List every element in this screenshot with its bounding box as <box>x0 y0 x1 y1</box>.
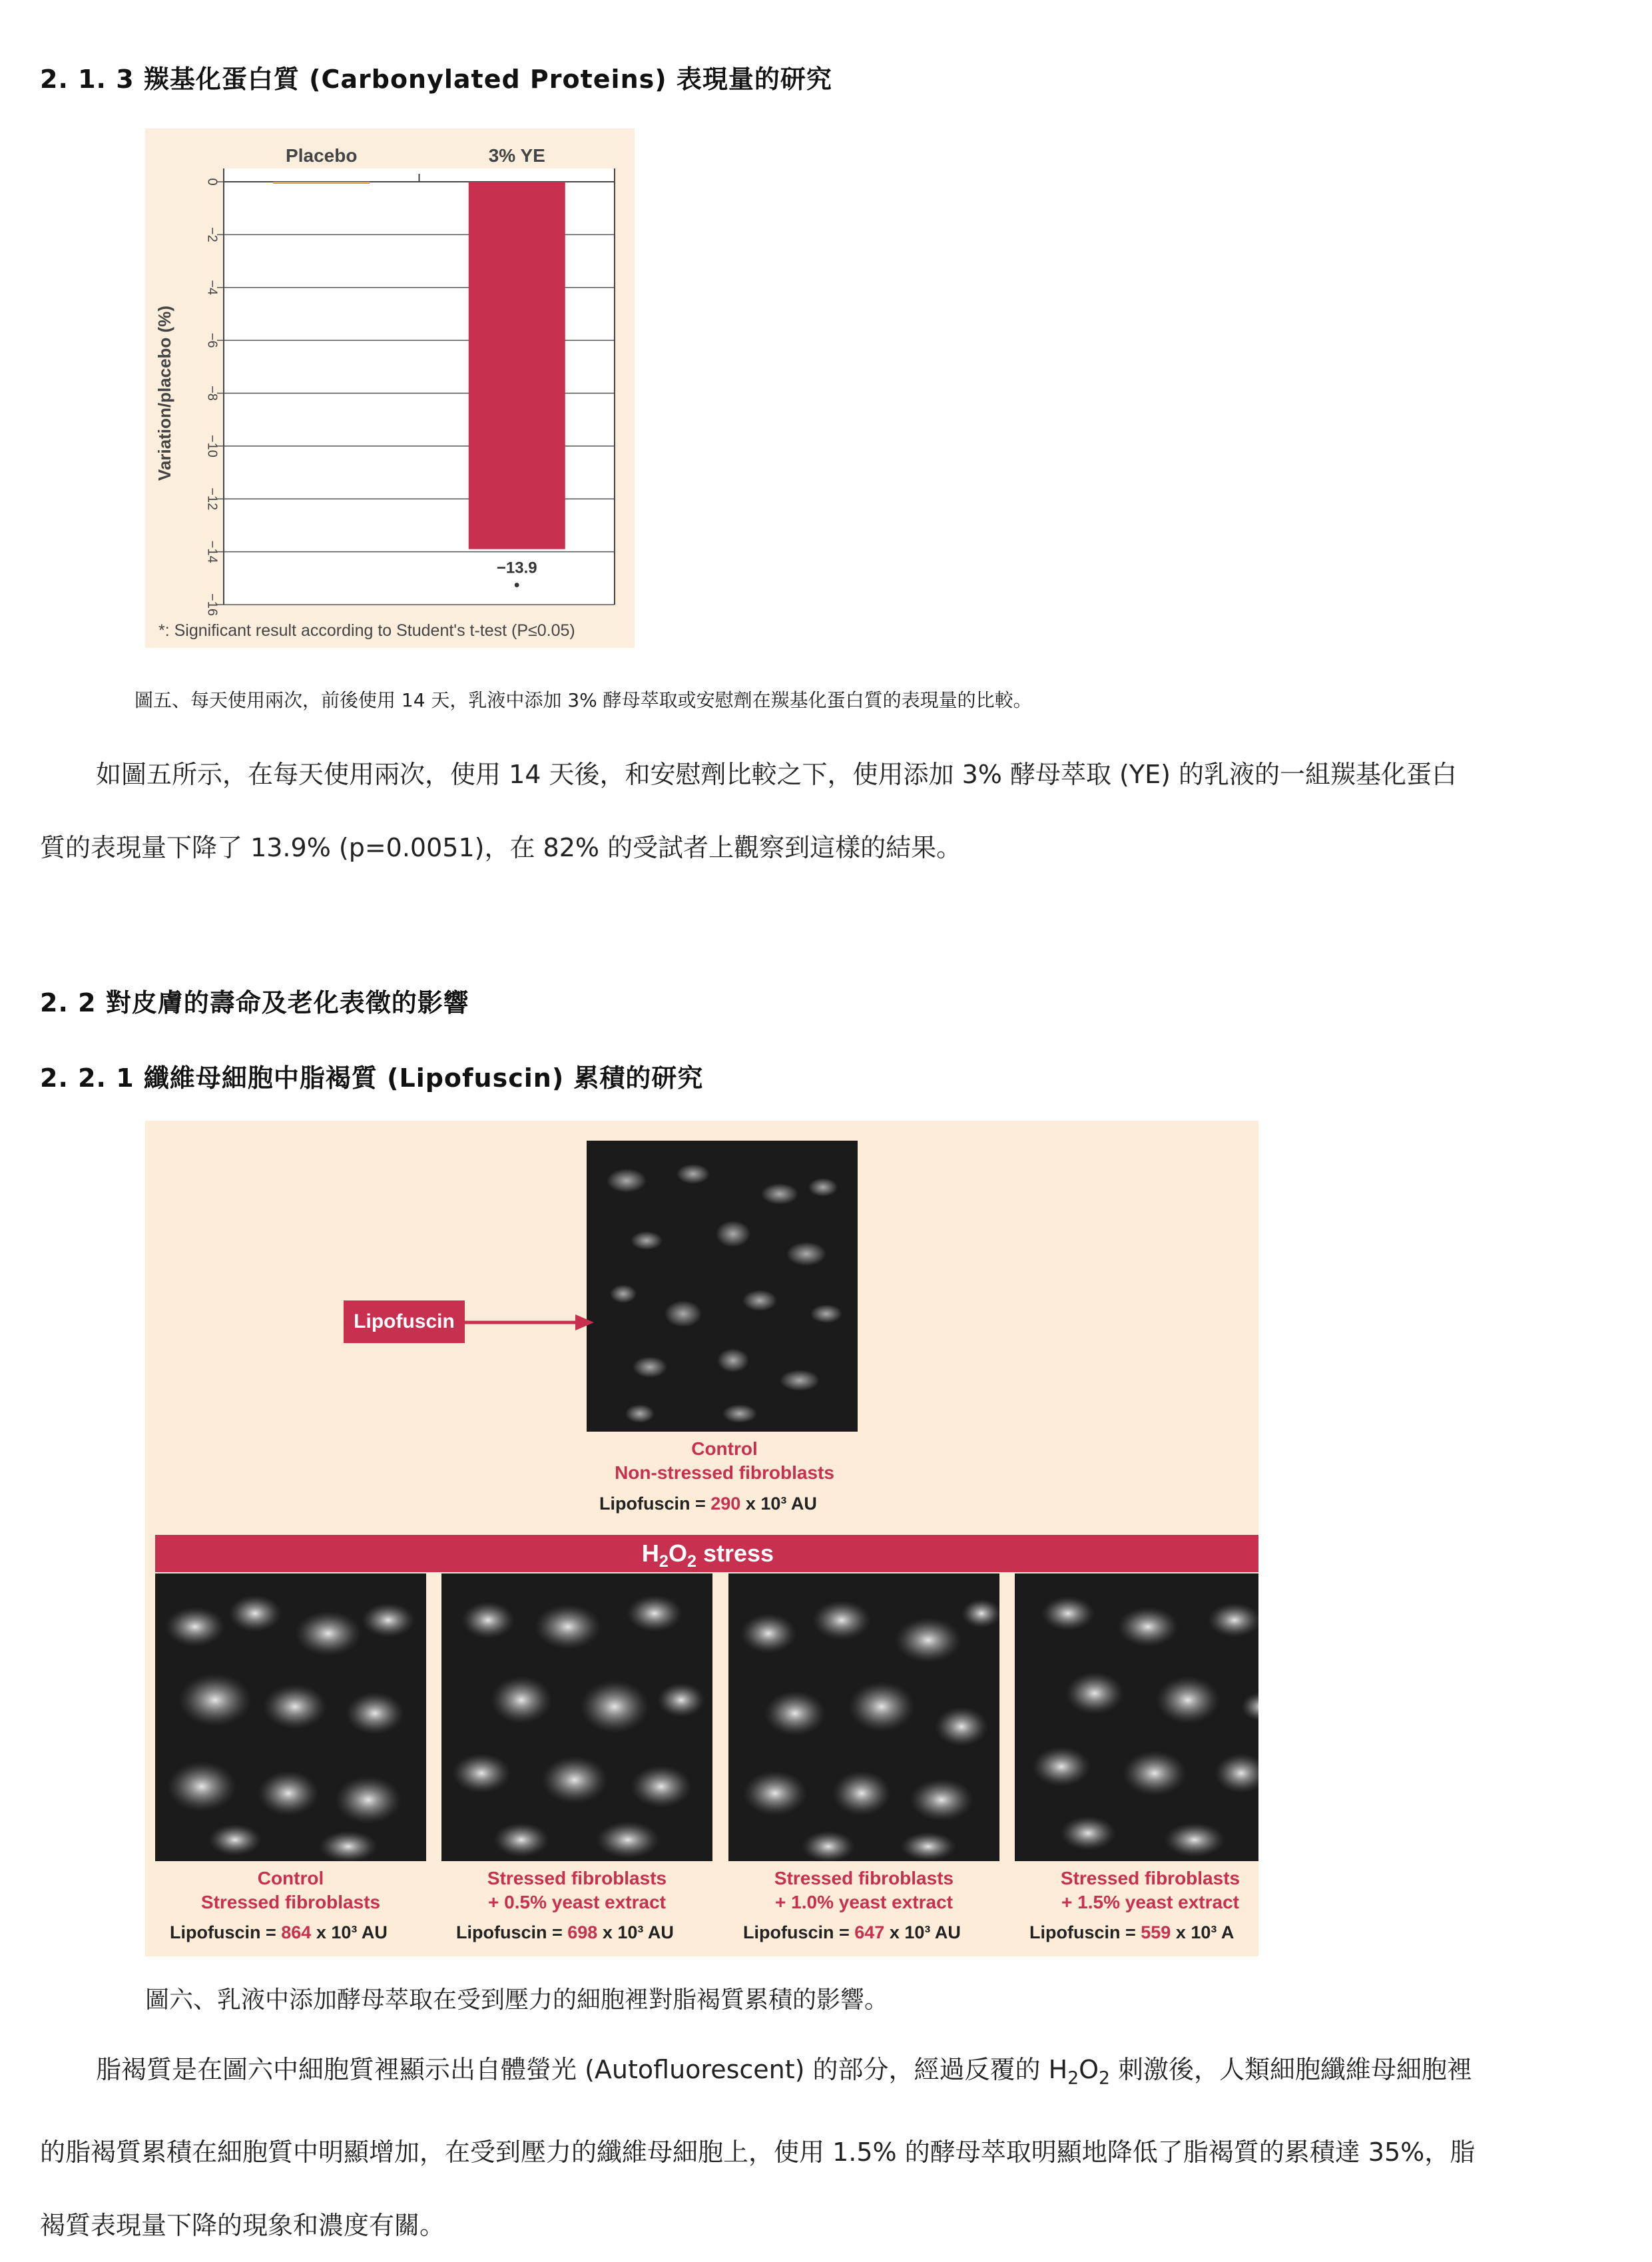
bar-3-ye <box>469 182 565 549</box>
panel-1-lipofuscin-value <box>170 1922 388 1943</box>
panel-3-lipofuscin-value <box>743 1922 961 1943</box>
fluorescent-cell <box>580 1680 649 1733</box>
fluorescent-cell <box>346 1692 404 1735</box>
lipofuscin-unit: x 10³ AU <box>740 1494 817 1514</box>
panel-4-title: Stressed fibroblasts <box>1060 1868 1240 1888</box>
figure-5-footnote: *: Significant result according to Student's t-test (P≤0.05) <box>158 621 575 640</box>
lipofuscin-unit: x 10³ AU <box>884 1922 961 1942</box>
fluorescent-cell <box>178 1673 252 1727</box>
fluorescent-cell <box>935 1707 988 1747</box>
h2o2-formula: $H_2O_2$ <box>641 1540 696 1571</box>
fluorescent-cell <box>1060 1816 1116 1850</box>
section-heading-2-1-3: 2. 1. 3 羰基化蛋白質 (Carbonylated Proteins) 表現量的研究 <box>40 65 832 94</box>
fluorescent-cell <box>165 1607 225 1647</box>
figure-6 <box>145 1121 1258 1956</box>
y-axis-label: Variation/placebo (%) <box>154 306 174 481</box>
fluorescent-cell <box>167 1761 236 1812</box>
fluorescent-cell <box>319 1831 378 1861</box>
y-tick-label: −12 <box>204 487 220 511</box>
panel-4-lipofuscin-value <box>1029 1922 1234 1943</box>
lipofuscin-unit: x 10³ A <box>1171 1922 1235 1942</box>
control-subtitle: Non-stressed fibroblasts <box>615 1462 834 1483</box>
fluorescence-cells-image <box>441 1573 712 1861</box>
paragraph-2-line-1 <box>40 2033 1611 2116</box>
y-tick-label: −10 <box>204 434 220 457</box>
fluorescent-cell <box>1241 1692 1258 1721</box>
category-label: 3% YE <box>488 145 545 166</box>
fluorescent-cell <box>895 1617 962 1663</box>
category-label: Placebo <box>286 145 358 166</box>
y-tick-label: 0 <box>204 178 220 186</box>
control-title: Control <box>691 1438 758 1459</box>
panel-2-lipofuscin-value <box>456 1922 674 1943</box>
paragraph-figure-5-discussion <box>40 738 1611 884</box>
arrow-right-icon <box>463 1311 597 1334</box>
fluorescent-cell <box>596 1821 660 1858</box>
fluorescent-cell <box>228 1595 282 1632</box>
fluorescence-cells-image <box>587 1141 858 1432</box>
fluorescent-cell <box>848 1681 915 1732</box>
panel-2-title: Stressed fibroblasts <box>487 1868 667 1888</box>
fluorescence-cells-image <box>1015 1573 1258 1861</box>
lipofuscin-prefix: Lipofuscin = <box>599 1494 711 1514</box>
paragraph-figure-6-discussion <box>40 2033 1611 2262</box>
lipofuscin-prefix: Lipofuscin = <box>456 1922 568 1942</box>
paragraph-2-line-3: 褐質表現量下降的現象和濃度有關。 <box>40 2210 445 2240</box>
fluorescent-cell <box>1208 1603 1258 1637</box>
control-lipofuscin-value <box>599 1494 817 1514</box>
stressed-micrograph-3 <box>728 1573 999 1861</box>
fluorescent-cell <box>743 1771 807 1816</box>
fluorescent-cell <box>1032 1747 1091 1787</box>
fluorescent-cell <box>535 1604 601 1649</box>
panel-1-title: Control <box>257 1868 324 1888</box>
paragraph-1-line-1: 如圖五所示，在每天使用兩次，使用 14 天後，和安慰劑比較之下，使用添加 3% 酵母萃取 (YE) 的乳液的一組羰基化蛋白 <box>96 760 1457 789</box>
carbonylated-proteins-bar-chart <box>145 129 635 648</box>
figure-5 <box>145 129 635 648</box>
y-tick-label: −16 <box>204 593 220 616</box>
stressed-micrograph-2 <box>441 1573 712 1861</box>
fluorescent-cell <box>491 1676 552 1724</box>
fluorescent-cell <box>1164 1823 1225 1857</box>
figure-5-caption: 圖五、每天使用兩次，前後使用 14 天，乳液中添加 3% 酵母萃取或安慰劑在羰基化蛋白質的表現量的比較。 <box>135 689 1032 711</box>
fluorescent-cell <box>740 1613 796 1653</box>
lipofuscin-number: 647 <box>854 1922 885 1942</box>
lipofuscin-number: 864 <box>281 1922 312 1942</box>
lipofuscin-prefix: Lipofuscin = <box>743 1922 855 1942</box>
fluorescent-cell <box>832 1771 891 1816</box>
fluorescent-cell <box>493 1823 549 1857</box>
fluorescent-cell <box>1123 1751 1187 1796</box>
lipofuscin-prefix: Lipofuscin = <box>170 1922 282 1942</box>
panel-1-subtitle: Stressed fibroblasts <box>200 1892 381 1912</box>
paragraph-2-line-2: 的脂褐質累積在細胞質中明顯增加，在受到壓力的纖維母細胞上，使用 1.5% 的酵母萃取明顯地降低了脂褐質的累積達 35%，脂 <box>40 2137 1476 2167</box>
lipofuscin-unit: x 10³ AU <box>597 1922 674 1942</box>
fluorescent-cell <box>1156 1676 1220 1724</box>
bar-value-label: −13.9 <box>496 559 537 577</box>
fluorescent-cell <box>631 1765 692 1808</box>
lipofuscin-unit: x 10³ AU <box>311 1922 388 1942</box>
y-tick-label: −6 <box>204 332 220 348</box>
fluorescent-cell <box>812 1600 871 1640</box>
section-heading-2-2: 2. 2 對皮膚的壽命及老化表徵的影響 <box>40 988 469 1017</box>
fluorescence-cells-image <box>155 1573 426 1861</box>
stressed-micrograph-1 <box>155 1573 426 1861</box>
bar-placebo <box>273 182 370 184</box>
paragraph-2-line-1-part-a: 脂褐質是在圖六中細胞質裡顯示出自體螢光 (Autofluorescent) 的部分，經過反覆的 <box>96 2055 1049 2084</box>
y-tick-label: −2 <box>204 226 220 242</box>
fluorescent-cell <box>461 1601 515 1639</box>
fluorescent-cell <box>295 1611 362 1656</box>
fluorescent-cell <box>764 1691 826 1736</box>
control-non-stressed-micrograph <box>587 1141 858 1432</box>
panel-3-title: Stressed fibroblasts <box>774 1868 954 1888</box>
h2o2-stress-banner <box>155 1535 1258 1572</box>
significance-marker: • <box>514 576 520 595</box>
panel-4-subtitle: + 1.5% yeast extract <box>1061 1892 1239 1912</box>
lipofuscin-number: 698 <box>567 1922 598 1942</box>
h2o2-inline-formula: $H_2O_2$ <box>1048 2055 1110 2089</box>
fluorescent-cell <box>541 1756 608 1804</box>
fluorescent-cell <box>657 1683 705 1717</box>
stressed-micrograph-4 <box>1015 1573 1258 1861</box>
fluorescent-cell <box>263 1684 327 1729</box>
figure-6-caption: 圖六、乳液中添加酵母萃取在受到壓力的細胞裡對脂褐質累積的影響。 <box>145 1986 889 2014</box>
lipofuscin-number: 559 <box>1141 1922 1171 1942</box>
y-tick-label: −8 <box>204 386 220 401</box>
fluorescent-cell <box>258 1771 319 1816</box>
section-heading-2-2-1: 2. 2. 1 纖維母細胞中脂褐質 (Lipofuscin) 累積的研究 <box>40 1063 704 1093</box>
lipofuscin-label: Lipofuscin <box>344 1300 465 1343</box>
lipofuscin-prefix: Lipofuscin = <box>1029 1922 1141 1942</box>
fluorescent-cell <box>802 1831 855 1861</box>
fluorescent-cell <box>1215 1753 1258 1793</box>
y-tick-label: −4 <box>204 280 220 296</box>
fluorescent-cell <box>362 1603 415 1637</box>
fluorescent-cell <box>1117 1607 1179 1647</box>
fluorescent-cell <box>208 1824 262 1856</box>
stress-label: stress <box>702 1540 774 1567</box>
panel-2-subtitle: + 0.5% yeast extract <box>488 1892 666 1912</box>
y-tick-label: −14 <box>204 540 220 563</box>
fluorescent-cell <box>452 1753 511 1793</box>
fluorescent-cell <box>1041 1596 1095 1631</box>
lipofuscin-number: 290 <box>710 1494 741 1514</box>
fluorescent-cell <box>910 1779 973 1821</box>
fluorescent-cell <box>627 1595 683 1632</box>
paragraph-1-line-2: 質的表現量下降了 13.9% (p=0.0051)，在 82% 的受試者上觀察到這樣的結果。 <box>40 833 962 862</box>
fluorescence-cells-image <box>728 1573 999 1861</box>
fluorescent-cell <box>962 1599 999 1628</box>
fluorescent-cell <box>335 1776 402 1824</box>
fluorescent-cell <box>1065 1672 1124 1715</box>
panel-3-subtitle: + 1.0% yeast extract <box>775 1892 953 1912</box>
paragraph-2-line-1-part-b: 刺激後，人類細胞纖維母細胞裡 <box>1109 2055 1473 2084</box>
fluorescent-cell <box>900 1832 956 1861</box>
